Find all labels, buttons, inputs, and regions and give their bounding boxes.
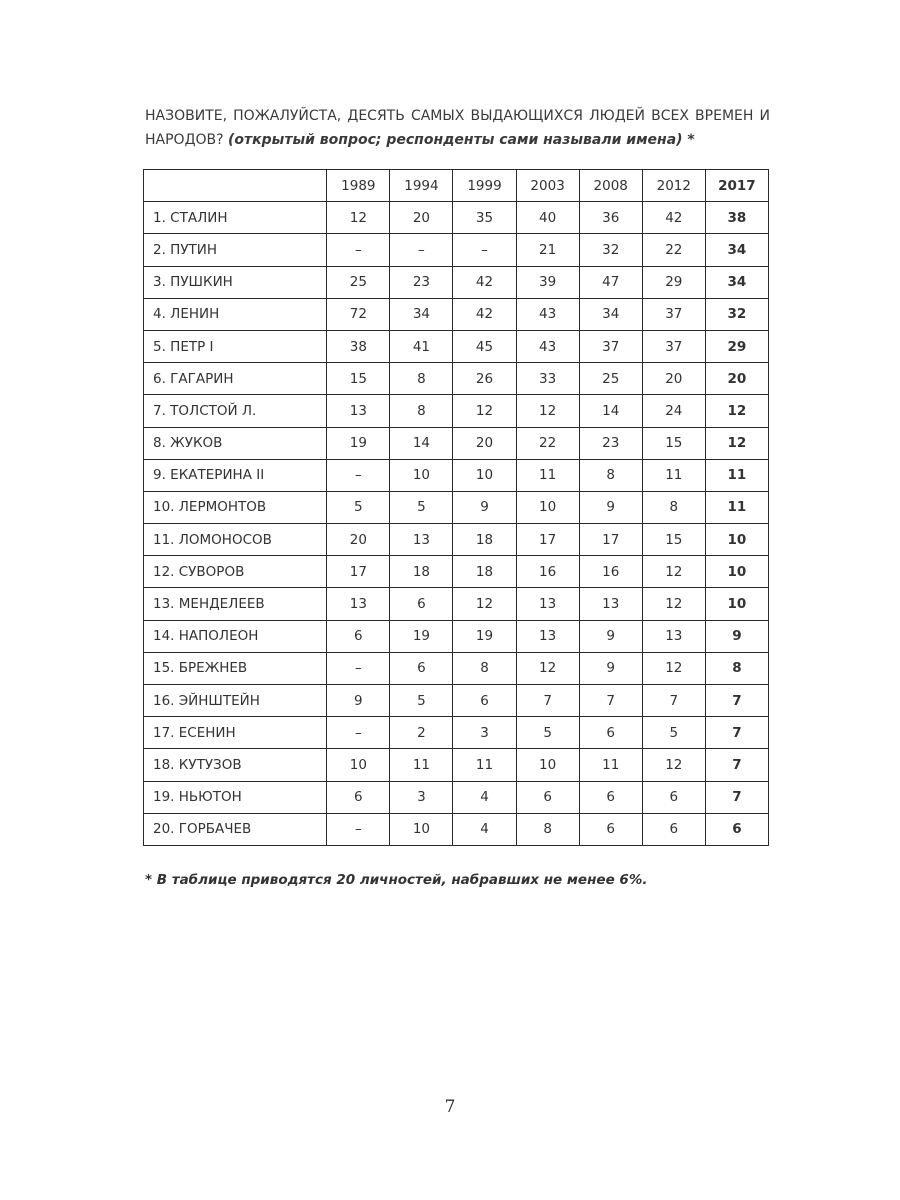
ranking-table: [143, 169, 769, 846]
percent-cell: 8: [390, 395, 453, 427]
percent-cell: 12: [642, 749, 705, 781]
table-row: [144, 330, 769, 362]
percent-cell: 10: [327, 749, 390, 781]
percent-cell: 25: [327, 266, 390, 298]
percent-cell: 40: [516, 202, 579, 234]
table-row: [144, 652, 769, 684]
percent-cell: 16: [516, 556, 579, 588]
percent-cell: 12: [642, 652, 705, 684]
question-note: (открытый вопрос; респонденты сами называли имена) *: [228, 132, 695, 148]
percent-cell: 7: [705, 717, 768, 749]
header-cell-year: 2017: [705, 170, 768, 202]
percent-cell: 8: [516, 813, 579, 845]
percent-cell: 41: [390, 330, 453, 362]
table-row: [144, 717, 769, 749]
table-row: [144, 813, 769, 845]
percent-cell: 10: [705, 588, 768, 620]
person-name-cell: 15. БРЕЖНЕВ: [144, 652, 327, 684]
person-name-cell: 10. ЛЕРМОНТОВ: [144, 491, 327, 523]
header-cell-year: 2008: [579, 170, 642, 202]
percent-cell: 12: [642, 588, 705, 620]
percent-cell: 34: [390, 298, 453, 330]
percent-cell: 20: [642, 363, 705, 395]
person-name-cell: 7. ТОЛСТОЙ Л.: [144, 395, 327, 427]
person-name-cell: 13. МЕНДЕЛЕЕВ: [144, 588, 327, 620]
percent-cell: 13: [642, 620, 705, 652]
person-name-cell: 9. ЕКАТЕРИНА II: [144, 459, 327, 491]
footnote: * В таблице приводятся 20 личностей, набравших не менее 6%.: [145, 872, 648, 888]
percent-cell: 6: [579, 717, 642, 749]
percent-cell: 20: [327, 524, 390, 556]
percent-cell: 8: [642, 491, 705, 523]
percent-cell: 18: [390, 556, 453, 588]
header-cell-name: [144, 170, 327, 202]
percent-cell: 38: [327, 330, 390, 362]
percent-cell: 6: [327, 781, 390, 813]
percent-cell: 17: [327, 556, 390, 588]
header-cell-year: 1994: [390, 170, 453, 202]
percent-cell: 12: [453, 395, 516, 427]
percent-cell: 26: [453, 363, 516, 395]
percent-cell: 9: [579, 491, 642, 523]
person-name-cell: 3. ПУШКИН: [144, 266, 327, 298]
percent-cell: 10: [705, 524, 768, 556]
percent-cell: 2: [390, 717, 453, 749]
header-cell-year: 2012: [642, 170, 705, 202]
table-row: [144, 556, 769, 588]
person-name-cell: 1. СТАЛИН: [144, 202, 327, 234]
percent-cell: 8: [390, 363, 453, 395]
percent-cell: 37: [579, 330, 642, 362]
percent-cell: 34: [705, 266, 768, 298]
percent-cell: 10: [390, 813, 453, 845]
percent-cell: 17: [579, 524, 642, 556]
percent-cell: 10: [516, 749, 579, 781]
percent-cell: 21: [516, 234, 579, 266]
table-row: [144, 266, 769, 298]
table-row: [144, 202, 769, 234]
person-name-cell: 19. НЬЮТОН: [144, 781, 327, 813]
percent-cell: 4: [453, 813, 516, 845]
percent-cell: 3: [390, 781, 453, 813]
percent-cell: 9: [705, 620, 768, 652]
percent-cell: 9: [579, 620, 642, 652]
person-name-cell: 6. ГАГАРИН: [144, 363, 327, 395]
percent-cell: –: [327, 652, 390, 684]
percent-cell: 15: [327, 363, 390, 395]
percent-cell: 13: [516, 588, 579, 620]
percent-cell: 20: [390, 202, 453, 234]
percent-cell: 42: [642, 202, 705, 234]
percent-cell: 35: [453, 202, 516, 234]
header-cell-year: 1999: [453, 170, 516, 202]
percent-cell: 7: [579, 685, 642, 717]
percent-cell: 9: [327, 685, 390, 717]
percent-cell: 43: [516, 330, 579, 362]
percent-cell: 14: [390, 427, 453, 459]
person-name-cell: 11. ЛОМОНОСОВ: [144, 524, 327, 556]
percent-cell: 8: [579, 459, 642, 491]
percent-cell: 11: [516, 459, 579, 491]
table-row: [144, 459, 769, 491]
person-name-cell: 8. ЖУКОВ: [144, 427, 327, 459]
header-cell-year: 2003: [516, 170, 579, 202]
percent-cell: –: [327, 717, 390, 749]
table-row: [144, 685, 769, 717]
percent-cell: 5: [390, 685, 453, 717]
percent-cell: –: [453, 234, 516, 266]
percent-cell: 12: [705, 395, 768, 427]
percent-cell: 6: [390, 652, 453, 684]
percent-cell: –: [327, 234, 390, 266]
percent-cell: 33: [516, 363, 579, 395]
person-name-cell: 17. ЕСЕНИН: [144, 717, 327, 749]
percent-cell: 7: [705, 781, 768, 813]
percent-cell: 5: [642, 717, 705, 749]
person-name-cell: 5. ПЕТР I: [144, 330, 327, 362]
table-row: [144, 395, 769, 427]
percent-cell: 72: [327, 298, 390, 330]
person-name-cell: 2. ПУТИН: [144, 234, 327, 266]
person-name-cell: 20. ГОРБАЧЕВ: [144, 813, 327, 845]
table-row: [144, 427, 769, 459]
percent-cell: 42: [453, 298, 516, 330]
percent-cell: 8: [453, 652, 516, 684]
percent-cell: 6: [579, 813, 642, 845]
percent-cell: 5: [390, 491, 453, 523]
percent-cell: 15: [642, 524, 705, 556]
percent-cell: –: [390, 234, 453, 266]
percent-cell: 20: [453, 427, 516, 459]
person-name-cell: 18. КУТУЗОВ: [144, 749, 327, 781]
percent-cell: 10: [453, 459, 516, 491]
percent-cell: 32: [579, 234, 642, 266]
percent-cell: 19: [390, 620, 453, 652]
percent-cell: 11: [642, 459, 705, 491]
person-name-cell: 4. ЛЕНИН: [144, 298, 327, 330]
percent-cell: 13: [516, 620, 579, 652]
percent-cell: 11: [705, 491, 768, 523]
percent-cell: 12: [642, 556, 705, 588]
percent-cell: 10: [390, 459, 453, 491]
percent-cell: 6: [453, 685, 516, 717]
percent-cell: 12: [516, 652, 579, 684]
table-header: [144, 170, 769, 202]
percent-cell: –: [327, 459, 390, 491]
percent-cell: 12: [453, 588, 516, 620]
percent-cell: 6: [642, 813, 705, 845]
percent-cell: 10: [705, 556, 768, 588]
percent-cell: 8: [705, 652, 768, 684]
percent-cell: 6: [642, 781, 705, 813]
percent-cell: 15: [642, 427, 705, 459]
percent-cell: 9: [453, 491, 516, 523]
percent-cell: 36: [579, 202, 642, 234]
percent-cell: 11: [390, 749, 453, 781]
percent-cell: 25: [579, 363, 642, 395]
percent-cell: 23: [390, 266, 453, 298]
percent-cell: 34: [579, 298, 642, 330]
percent-cell: 10: [516, 491, 579, 523]
percent-cell: 29: [705, 330, 768, 362]
percent-cell: 7: [642, 685, 705, 717]
table-row: [144, 781, 769, 813]
percent-cell: 7: [516, 685, 579, 717]
percent-cell: 22: [516, 427, 579, 459]
percent-cell: 45: [453, 330, 516, 362]
percent-cell: 4: [453, 781, 516, 813]
header-cell-year: 1989: [327, 170, 390, 202]
percent-cell: 13: [327, 588, 390, 620]
percent-cell: 18: [453, 524, 516, 556]
percent-cell: 37: [642, 330, 705, 362]
table-body: [144, 202, 769, 846]
percent-cell: 6: [579, 781, 642, 813]
percent-cell: 19: [327, 427, 390, 459]
percent-cell: 6: [516, 781, 579, 813]
percent-cell: 7: [705, 685, 768, 717]
percent-cell: 5: [327, 491, 390, 523]
percent-cell: 13: [579, 588, 642, 620]
percent-cell: 11: [579, 749, 642, 781]
percent-cell: 39: [516, 266, 579, 298]
percent-cell: 29: [642, 266, 705, 298]
percent-cell: 12: [516, 395, 579, 427]
table-row: [144, 298, 769, 330]
percent-cell: 20: [705, 363, 768, 395]
percent-cell: 42: [453, 266, 516, 298]
percent-cell: 47: [579, 266, 642, 298]
table-row: [144, 491, 769, 523]
percent-cell: 37: [642, 298, 705, 330]
question-title: НАЗОВИТЕ, ПОЖАЛУЙСТА, ДЕСЯТЬ САМЫХ ВЫДАЮЩИХСЯ ЛЮДЕЙ ВСЕХ ВРЕМЕН И НАРОДОВ?: [145, 108, 770, 148]
person-name-cell: 14. НАПОЛЕОН: [144, 620, 327, 652]
percent-cell: 23: [579, 427, 642, 459]
percent-cell: 6: [327, 620, 390, 652]
percent-cell: 24: [642, 395, 705, 427]
percent-cell: 12: [705, 427, 768, 459]
table-row: [144, 749, 769, 781]
percent-cell: 22: [642, 234, 705, 266]
percent-cell: –: [327, 813, 390, 845]
percent-cell: 18: [453, 556, 516, 588]
percent-cell: 11: [705, 459, 768, 491]
person-name-cell: 16. ЭЙНШТЕЙН: [144, 685, 327, 717]
header-row: [144, 170, 769, 202]
percent-cell: 13: [327, 395, 390, 427]
percent-cell: 3: [453, 717, 516, 749]
percent-cell: 17: [516, 524, 579, 556]
percent-cell: 12: [327, 202, 390, 234]
table-row: [144, 588, 769, 620]
percent-cell: 14: [579, 395, 642, 427]
percent-cell: 9: [579, 652, 642, 684]
percent-cell: 38: [705, 202, 768, 234]
percent-cell: 6: [705, 813, 768, 845]
person-name-cell: 12. СУВОРОВ: [144, 556, 327, 588]
percent-cell: 6: [390, 588, 453, 620]
page-number: 7: [444, 1097, 456, 1117]
table-row: [144, 234, 769, 266]
percent-cell: 34: [705, 234, 768, 266]
percent-cell: 13: [390, 524, 453, 556]
percent-cell: 7: [705, 749, 768, 781]
percent-cell: 16: [579, 556, 642, 588]
table-row: [144, 620, 769, 652]
percent-cell: 11: [453, 749, 516, 781]
table-row: [144, 363, 769, 395]
percent-cell: 5: [516, 717, 579, 749]
percent-cell: 43: [516, 298, 579, 330]
percent-cell: 19: [453, 620, 516, 652]
table-row: [144, 524, 769, 556]
percent-cell: 32: [705, 298, 768, 330]
question-text: [145, 104, 770, 152]
